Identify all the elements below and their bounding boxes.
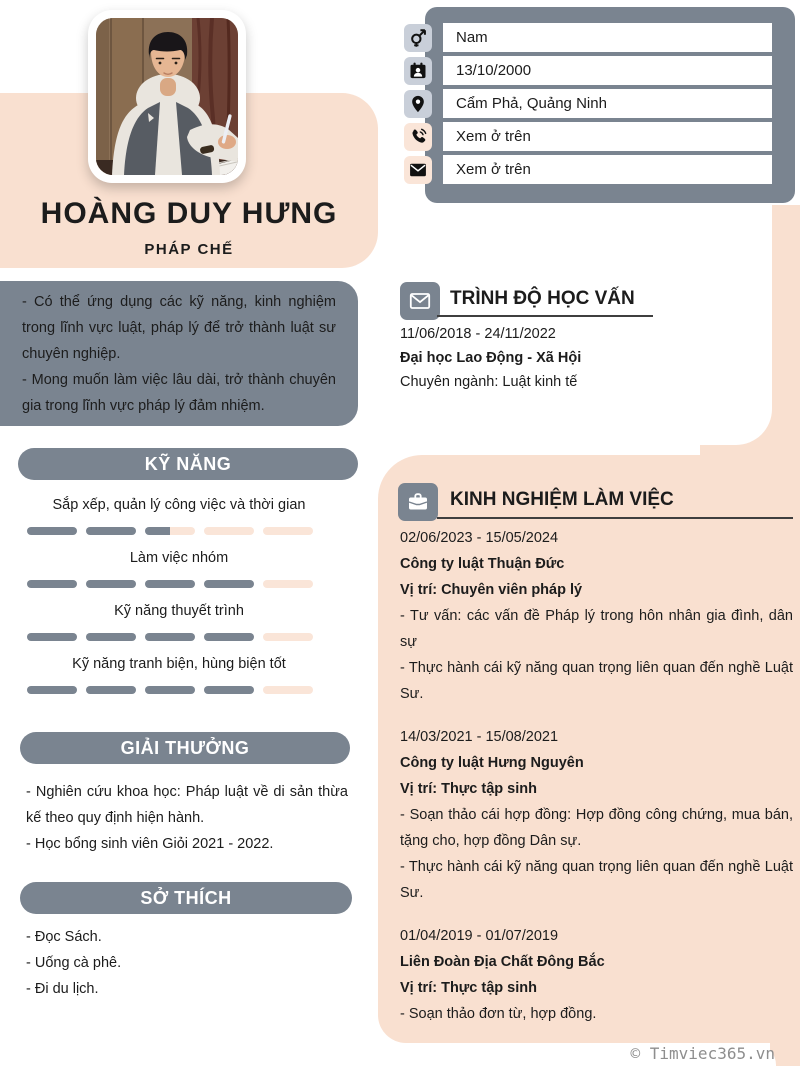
hobbies-list [26,924,348,1002]
education-school: Đại học Lao Động - Xã Hội [400,350,582,366]
education-entry [400,322,780,394]
job-period: 02/06/2023 - 15/05/2024 [400,530,559,546]
education-envelope-icon [400,282,440,320]
experience-underline [437,517,793,519]
skill-segment [204,633,254,641]
experience-list [400,525,793,1027]
awards-heading: GIẢI THƯỞNG [20,732,350,764]
objective-line: - Mong muốn làm việc lâu dài, trở thành chuyên gia trong lĩnh vực pháp lý đảm nhiệm. [22,372,336,414]
education-major: Chuyên ngành: Luật kinh tế [400,374,578,390]
skill-bar [27,580,313,588]
job-detail: - Soạn thảo đơn từ, hợp đồng. [400,1006,597,1022]
job-position: Vị trí: Thực tập sinh [400,980,537,996]
awards-list [26,779,348,857]
job-entry [400,724,793,906]
contact-row-location [404,89,772,118]
location-value: Cẩm Phả, Quảng Ninh [443,89,772,118]
experience-heading: KINH NGHIỆM LÀM VIỆC [450,489,674,510]
skill-segment [263,580,313,588]
phone-icon [404,123,432,151]
skill-segment [86,633,136,641]
job-period: 01/04/2019 - 01/07/2019 [400,928,559,944]
hobby-item: - Uống cà phê. [26,955,122,971]
award-item: - Học bổng sinh viên Giỏi 2021 - 2022. [26,836,274,852]
email-value: Xem ở trên [443,155,772,184]
watermark: © Timviec365.vn [630,1044,775,1063]
skill-bar [27,527,313,535]
job-company: Công ty luật Thuận Đức [400,556,565,572]
contact-row-gender [404,23,772,52]
skill-segment [263,527,313,535]
skill-label: Sắp xếp, quản lý công việc và thời gian [52,497,306,513]
contact-row-phone [404,122,772,151]
job-position: Vị trí: Chuyên viên pháp lý [400,582,583,598]
skill-label: Kỹ năng tranh biện, hùng biện tốt [72,656,286,672]
skills-heading: KỸ NĂNG [18,448,358,480]
profile-photo-frame [88,10,246,183]
hobbies-heading: SỞ THÍCH [20,882,352,914]
career-objective [0,281,358,426]
skill-label: Kỹ năng thuyết trình [114,603,244,619]
job-entry [400,923,793,1027]
contact-row-birthday [404,56,772,85]
birthday-icon [404,57,432,85]
profile-photo-illustration [96,18,238,175]
skill-segment [145,580,195,588]
skill-segment [86,580,136,588]
skill-segment [27,686,77,694]
skill-bar [27,633,313,641]
gender-icon [404,24,432,52]
contact-row-email [404,155,772,184]
skill-segment [204,580,254,588]
profile-photo [96,18,238,175]
skill-label: Làm việc nhóm [129,550,229,566]
job-detail: - Tư vấn: các vấn đề Pháp lý trong hôn nhân gia đình, dân sự [400,608,793,650]
location-icon [404,90,432,118]
education-underline [437,315,653,317]
phone-value: Xem ở trên [443,122,772,151]
skill-bar [27,686,313,694]
hobby-item: - Đọc Sách. [26,929,102,945]
birthday-value: 13/10/2000 [443,56,772,85]
skill-segment [263,686,313,694]
job-entry [400,525,793,707]
skill-segment [204,686,254,694]
skill-segment [263,633,313,641]
skill-segment [204,527,254,535]
skill-segment [145,686,195,694]
skill-segment [86,686,136,694]
skill-segment [27,527,77,535]
education-period: 11/06/2018 - 24/11/2022 [400,326,556,342]
skill-segment [145,527,195,535]
job-detail: - Thực hành cái kỹ năng quan trọng liên quan đến nghề Luật Sư. [400,660,793,702]
candidate-name: HOÀNG DUY HƯNG [40,197,338,230]
mail-icon [404,156,432,184]
job-period: 14/03/2021 - 15/08/2021 [400,729,559,745]
candidate-job-title: PHÁP CHẾ [144,241,234,258]
objective-line: - Có thể ứng dụng các kỹ năng, kinh nghiệm trong lĩnh vực luật, pháp lý để trở thành luật sư chuyên nghiệp. [22,294,336,362]
job-company: Công ty luật Hưng Nguyên [400,755,584,771]
skill-segment [86,527,136,535]
skill-segment [145,633,195,641]
experience-briefcase-icon [398,483,438,521]
job-detail: - Soạn thảo cái hợp đồng: Hợp đồng công chứng, mua bán, tặng cho, hợp đồng Dân sự. [400,807,793,849]
job-company: Liên Đoàn Địa Chất Đông Bắc [400,954,605,970]
job-detail: - Thực hành cái kỹ năng quan trọng liên quan đến nghề Luật Sư. [400,859,793,901]
job-position: Vị trí: Thực tập sinh [400,781,537,797]
skill-segment [27,580,77,588]
award-item: - Nghiên cứu khoa học: Pháp luật về di sản thừa kế theo quy định hiện hành. [26,784,348,826]
skill-segment [27,633,77,641]
gender-value: Nam [443,23,772,52]
hobby-item: - Đi du lịch. [26,981,99,997]
education-heading: TRÌNH ĐỘ HỌC VẤN [450,288,635,309]
